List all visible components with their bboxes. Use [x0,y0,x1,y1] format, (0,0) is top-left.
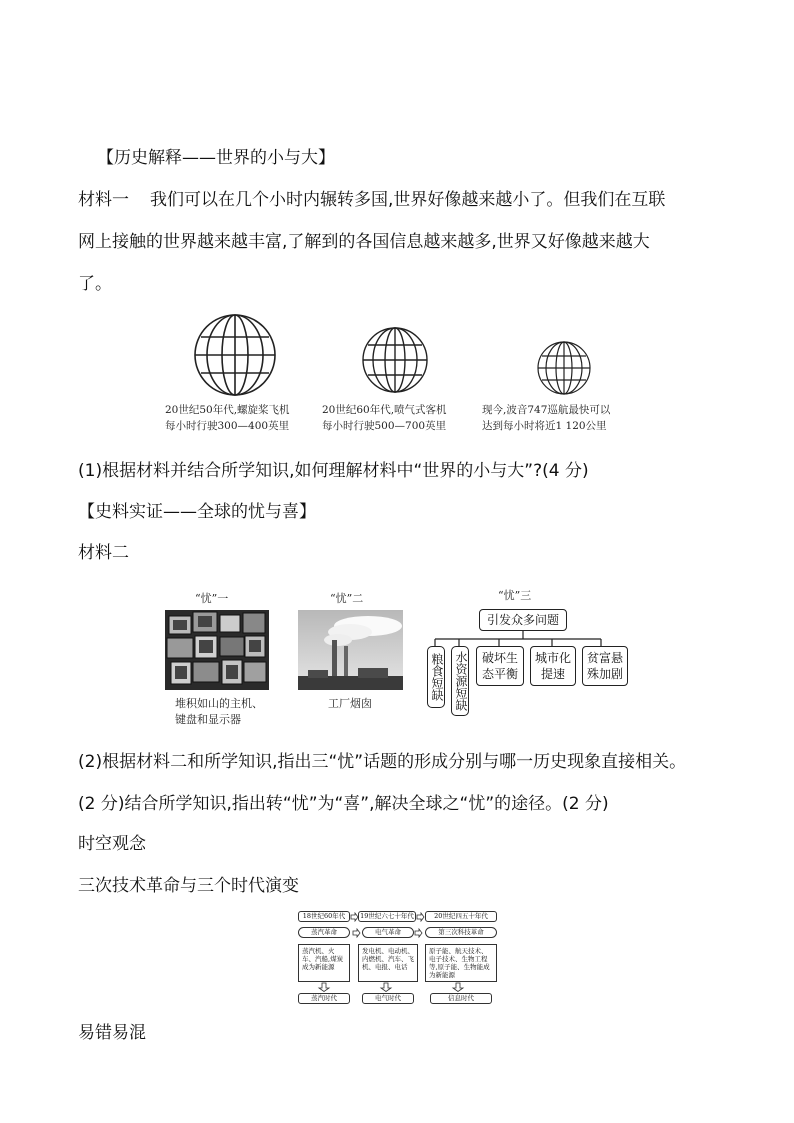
globe-small-icon [532,338,602,398]
leaf-grain-shortage: 粮食短缺 [427,646,445,708]
timeline-revolution-3: 第三次科技革命 [425,927,497,938]
globe2-caption-line1: 20世纪60年代,喷气式客机 [322,404,447,416]
timeline-era-1: 蒸汽时代 [298,993,350,1004]
worry1-caption-line2: 键盘和显示器 [175,713,241,726]
worry2-caption: 工厂烟囱 [328,697,372,710]
globe1-caption-line1: 20世纪50年代,螺旋桨飞机 [165,404,290,416]
section-mistakes: 易错易混 [78,1023,146,1043]
timeline-arrows-top [350,912,430,922]
material1-line2: 网上接触的世界越来越丰富,了解到的各国信息越来越多,世界又好像越来越大 [78,232,650,252]
question-2-line2: (2 分)结合所学知识,指出转“忧”为“喜”,解决全球之“忧”的途径。(2 分) [78,794,609,814]
material1-label: 材料一 [78,190,129,210]
timeline-desc-2: 发电机、电动机、内燃机、汽车、飞机、电报、电话 [358,944,418,982]
material1-line1: 我们可以在几个小时内辗转多国,世界好像越来越小了。但我们在互联 [150,190,666,210]
globe-large-icon [185,310,295,400]
root-node-box: 引发众多问题 [479,609,567,631]
globe-medium-icon [355,322,445,398]
worry1-caption-line1: 堆积如山的主机、 [175,697,263,710]
worry3-title: “忧”三 [498,589,532,602]
question-2-line1: (2)根据材料二和所学知识,指出三“忧”话题的形成分别与哪一历史现象直接相关。 [78,752,687,772]
question-1: (1)根据材料并结合所学知识,如何理解材料中“世界的小与大”?(4 分) [78,461,589,481]
leaf-water-shortage: 水资源短缺 [451,646,469,716]
timeline-arrows-mid [350,928,430,938]
globe2-caption-line2: 每小时行驶500—700英里 [322,420,447,432]
timeline-period-3: 20世纪四五十年代 [425,911,497,922]
material1-line3: 了。 [78,274,112,294]
factory-chimney-image [298,610,403,690]
globe1-caption-line2: 每小时行驶300—400英里 [165,420,290,432]
globe3-caption-line1: 现今,波音747巡航最快可以 [482,404,611,416]
worry1-title: “忧”一 [195,592,229,605]
ewaste-pile-image [165,610,269,690]
worry2-title: “忧”二 [330,592,364,605]
timeline-period-2: 19世纪六七十年代 [358,911,416,922]
leaf-urbanization: 城市化提速 [530,646,576,686]
timeline-revolution-1: 蒸汽革命 [298,927,350,938]
heading-global-worry-joy: 【史料实证——全球的忧与喜】 [78,502,316,522]
section-space-time: 时空观念 [78,834,146,854]
timeline-revolution-2: 电气革命 [362,927,414,938]
timeline-desc-1: 蒸汽机、火车、汽船,煤炭成为新能源 [298,944,350,982]
section-revolutions: 三次技术革命与三个时代演变 [78,876,299,896]
timeline-era-2: 电气时代 [362,993,414,1004]
timeline-desc-3: 原子能、航天技术、电子技术、生物工程等,原子能、生物能成为新能源 [425,944,497,982]
timeline-period-1: 18世纪60年代 [298,911,350,922]
heading-world-small-big: 【历史解释——世界的小与大】 [97,148,335,168]
globe3-caption-line2: 达到每小时将近1 120公里 [482,420,607,432]
material2-label: 材料二 [78,543,129,563]
timeline-arrows-down [298,982,498,992]
leaf-wealth-gap: 贫富悬殊加剧 [582,646,628,686]
timeline-era-3: 信息时代 [430,993,492,1004]
leaf-ecological-balance: 破坏生态平衡 [476,646,524,686]
